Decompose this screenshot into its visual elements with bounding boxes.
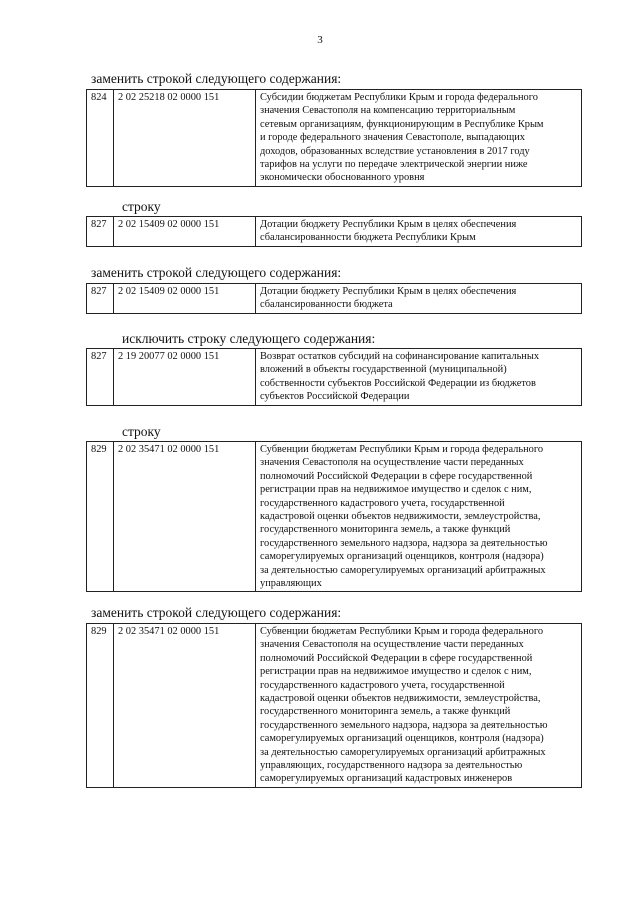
- budget-row-table: [86, 216, 582, 247]
- row-description: [256, 624, 582, 788]
- row-description: [256, 284, 582, 314]
- description-line: субъектов Российской Федерации: [260, 391, 410, 403]
- row-description: [256, 349, 582, 406]
- description-line: доходов, образованных вследствие установления в 2017 году: [260, 145, 530, 157]
- description-line: государственного мониторинга земель, а также функций: [260, 706, 511, 718]
- budget-row-table: [86, 283, 582, 314]
- row-number: 827: [87, 284, 114, 314]
- table-row: [87, 217, 582, 247]
- description-line: сбалансированности бюджета: [260, 299, 393, 311]
- description-line: Субвенции бюджетам Республики Крым и города федерального: [260, 444, 544, 455]
- budget-row-table: [86, 623, 582, 788]
- row-description: [256, 217, 582, 247]
- section-heading: строку: [122, 199, 161, 214]
- section-heading: строку: [122, 424, 161, 439]
- table-row: [87, 442, 582, 592]
- description-line: государственного кадастрового учета, государственной: [260, 679, 505, 691]
- row-number: 829: [87, 624, 114, 788]
- description-line: Субвенции бюджетам Республики Крым и города федерального: [260, 626, 544, 637]
- description-line: регистрации прав на недвижимое имущество и сделок с ним,: [260, 666, 532, 678]
- description-line: Возврат остатков субсидий на софинансирование капитальных: [260, 351, 540, 362]
- description-line: управляющих, государственного надзора за деятельностью: [260, 760, 523, 772]
- table-row: [87, 90, 582, 187]
- description-line: саморегулируемых организаций оценщиков, контроля (надзора): [260, 551, 544, 563]
- description-line: вложений в объекты государственной (муниципальной): [260, 364, 507, 376]
- description-line: собственности субъектов Российской Федерации из бюджетов: [260, 377, 536, 389]
- section-heading: заменить строкой следующего содержания:: [91, 265, 342, 280]
- description-line: государственного кадастрового учета, государственной: [260, 497, 505, 509]
- description-line: кадастровой оценки объектов недвижимости, землеустройства,: [260, 693, 541, 705]
- section-heading: заменить строкой следующего содержания:: [91, 605, 342, 620]
- budget-row-table: [86, 348, 582, 406]
- description-line: сетевым организациям, функционирующим в Республике Крым: [260, 118, 544, 130]
- description-line: саморегулируемых организаций кадастровых инженеров: [260, 773, 513, 785]
- description-line: за деятельностью саморегулируемых организаций арбитражных: [260, 746, 546, 758]
- description-line: значения Севастополя на осуществление части переданных: [260, 639, 524, 651]
- budget-code: 2 02 15409 02 0000 151: [114, 217, 256, 247]
- table-row: [87, 284, 582, 314]
- description-line: управляющих: [260, 578, 322, 590]
- budget-code: 2 02 15409 02 0000 151: [114, 284, 256, 314]
- description-line: полномочий Российской Федерации в сфере государственной: [260, 470, 533, 482]
- table-row: [87, 349, 582, 406]
- row-number: 824: [87, 90, 114, 187]
- row-description: [256, 90, 582, 187]
- description-line: Дотации бюджету Республики Крым в целях обеспечения: [260, 286, 517, 297]
- budget-code: 2 02 35471 02 0000 151: [114, 442, 256, 592]
- section-heading: исключить строку следующего содержания:: [122, 331, 376, 346]
- description-line: полномочий Российской Федерации в сфере государственной: [260, 652, 533, 664]
- budget-code: 2 02 25218 02 0000 151: [114, 90, 256, 187]
- row-number: 827: [87, 349, 114, 406]
- table-row: [87, 624, 582, 788]
- budget-code: 2 02 35471 02 0000 151: [114, 624, 256, 788]
- description-line: государственного земельного надзора, надзора за деятельностью: [260, 719, 548, 731]
- budget-code: 2 19 20077 02 0000 151: [114, 349, 256, 406]
- page-number: 3: [317, 34, 323, 46]
- description-line: тарифов на услуги по передаче электрической энергии ниже: [260, 159, 528, 171]
- row-number: 827: [87, 217, 114, 247]
- row-description: [256, 442, 582, 592]
- description-line: сбалансированности бюджета Республики Крым: [260, 232, 476, 244]
- description-line: регистрации прав на недвижимое имущество и сделок с ним,: [260, 484, 532, 496]
- budget-row-table: [86, 89, 582, 187]
- description-line: экономически обоснованного уровня: [260, 172, 425, 184]
- budget-row-table: [86, 441, 582, 592]
- description-line: кадастровой оценки объектов недвижимости, землеустройства,: [260, 511, 541, 523]
- description-line: саморегулируемых организаций оценщиков, контроля (надзора): [260, 733, 544, 745]
- description-line: Дотации бюджету Республики Крым в целях обеспечения: [260, 219, 517, 230]
- description-line: государственного мониторинга земель, а также функций: [260, 524, 511, 536]
- row-number: 829: [87, 442, 114, 592]
- description-line: государственного земельного надзора, надзора за деятельностью: [260, 537, 548, 549]
- description-line: значения Севастополя на компенсацию территориальным: [260, 105, 516, 117]
- description-line: Субсидии бюджетам Республики Крым и города федерального: [260, 92, 538, 103]
- description-line: и городе федерального значения Севастополе, выпадающих: [260, 132, 525, 144]
- section-heading: заменить строкой следующего содержания:: [91, 71, 342, 86]
- description-line: за деятельностью саморегулируемых организаций арбитражных: [260, 564, 546, 576]
- description-line: значения Севастополя на осуществление части переданных: [260, 457, 524, 469]
